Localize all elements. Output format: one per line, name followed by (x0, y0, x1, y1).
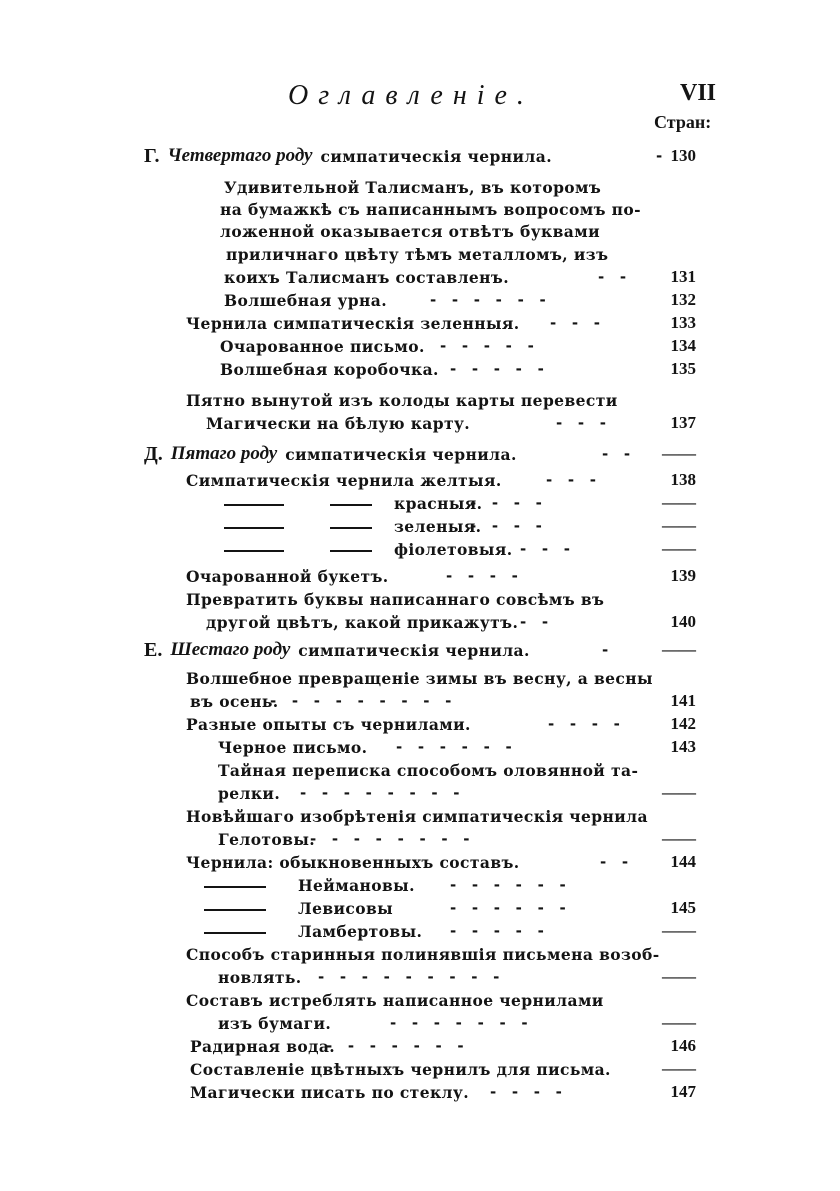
ditto-dash (224, 504, 284, 506)
page-ref: 142 (670, 714, 696, 733)
entry-title: Неймановы. (298, 875, 415, 895)
page-ref: —— (662, 539, 696, 558)
page-ref: 130 (670, 146, 696, 165)
entry-title: Пятно вынутой изъ колоды карты перевести (186, 390, 618, 410)
entry-title: въ осень. (190, 691, 279, 711)
dot-leader: - - - - - (450, 922, 544, 940)
dot-leader: - - - - - - (430, 291, 546, 309)
entry-title: Тайная переписка способомъ оловянной та- (218, 760, 639, 780)
dot-leader: - - - - - - - - - (270, 692, 452, 710)
page-ref: 146 (670, 1036, 696, 1055)
section-heading: Четвертаго роду (167, 145, 313, 166)
page-ref: —— (662, 1013, 696, 1032)
entry-title: красныя. (394, 493, 483, 513)
page-ref: 132 (670, 290, 696, 309)
section-marker: Д. (144, 442, 163, 465)
page-ref: —— (662, 921, 696, 940)
ditto-dash (224, 527, 284, 529)
entry-title: Магически на бѣлую карту. (206, 413, 471, 433)
dot-leader: - - - - - (450, 360, 544, 378)
entry-title: Волшебная урна. (224, 290, 388, 310)
dot-leader: - - - - - - - - - (318, 968, 500, 986)
entry-title: симпатическія чернила. (298, 640, 530, 660)
entry-title: Составленіе цвѣтныхъ чернилъ для письма. (190, 1059, 611, 1079)
page-column-label: Стран: (654, 112, 712, 132)
entry-title: новлять. (218, 967, 302, 987)
entry-title: Радирная вода. (190, 1036, 336, 1056)
dot-leader: - - - - (548, 715, 620, 733)
page-ref: —— (662, 1059, 696, 1078)
page-ref: 144 (670, 852, 696, 871)
ditto-dash (204, 886, 266, 888)
dot-leader: - - - - - - (396, 738, 512, 756)
page-ref: 143 (670, 737, 696, 756)
dot-leader: - - (602, 445, 631, 463)
dot-leader: - - - - - (440, 337, 534, 355)
ditto-dash (204, 909, 266, 911)
page-ref: 131 (670, 267, 696, 286)
dot-leader: - - - - - - (450, 899, 566, 917)
entry-title: Удивительной Талисманъ, въ которомъ (224, 177, 602, 197)
entry-title: приличнаго цвѣту тѣмъ металломъ, изъ (226, 244, 609, 264)
page-ref: 138 (670, 470, 696, 489)
dot-leader: - - - (546, 471, 597, 489)
entry-title: Волшебная коробочка. (220, 359, 439, 379)
page-title: Оглавленіе. (288, 80, 534, 111)
dot-leader: - - (600, 853, 629, 871)
entry-title: фіолетовыя. (394, 539, 513, 559)
dot-leader: - - - - - - - - (300, 784, 460, 802)
ditto-dash (224, 550, 284, 552)
section-marker: Е. (144, 638, 163, 661)
dot-leader: - - (598, 268, 627, 286)
dot-leader: - - (520, 613, 549, 631)
dot-leader: - (602, 641, 609, 659)
page-ref: 135 (670, 359, 696, 378)
ditto-dash (330, 550, 372, 552)
dot-leader: - - - (556, 414, 607, 432)
dot-leader: - - - (550, 314, 601, 332)
page-ref: —— (662, 783, 696, 802)
dot-leader: - (656, 147, 663, 165)
dot-leader: - - - - - - - (326, 1037, 464, 1055)
entry-title: Ламбертовы. (298, 921, 423, 941)
ditto-dash (330, 527, 372, 529)
page-ref: 134 (670, 336, 696, 355)
entry-title: Левисовы (298, 898, 394, 918)
page-ref: 140 (670, 612, 696, 631)
entry-title: Очарованное письмо. (220, 336, 425, 356)
entry-title: другой цвѣтъ, какой прикажутъ. (206, 612, 519, 632)
page-ref: 147 (670, 1082, 696, 1101)
entry-title: Чернила: обыкновенныхъ составъ. (186, 852, 520, 872)
entry-title: изъ бумаги. (218, 1013, 332, 1033)
section-heading: Пятаго роду (170, 443, 278, 464)
entry-title: Превратить буквы написаннаго совсѣмъ въ (186, 589, 605, 609)
dot-leader: - - - - - - (450, 876, 566, 894)
entry-title: на бумажкѣ съ написаннымъ вопросомъ по- (220, 199, 641, 219)
dot-leader: - - - - (470, 517, 542, 535)
ditto-dash (330, 504, 372, 506)
entry-title: симпатическія чернила. (285, 444, 517, 464)
page-ref: 139 (670, 566, 696, 585)
entry-title: Гелотовы. (218, 829, 316, 849)
page-ref: 137 (670, 413, 696, 432)
page-ref: —— (662, 516, 696, 535)
entry-title: Новѣйшаго изобрѣтенія симпатическія чернила (186, 806, 648, 826)
dot-leader: - - - - (446, 567, 518, 585)
entry-title: Очарованной букетъ. (186, 566, 389, 586)
entry-title: Составъ истреблять написанное чернилами (186, 990, 604, 1010)
entry-title: коихъ Талисманъ составленъ. (224, 267, 509, 287)
page-number: VII (680, 80, 717, 106)
dot-leader: - - - - (490, 1083, 562, 1101)
entry-title: Волшебное превращеніе зимы въ весну, а весны (186, 668, 653, 688)
section-heading: Шестаго роду (170, 639, 291, 660)
page-ref: 133 (670, 313, 696, 332)
dot-leader: - - - - - - - (390, 1014, 528, 1032)
entry-title: ложенной оказывается отвѣтъ буквами (220, 221, 600, 241)
entry-title: Разные опыты съ чернилами. (186, 714, 471, 734)
page-ref: —— (662, 444, 696, 463)
section-marker: Г. (144, 144, 160, 167)
dot-leader: - - - - (470, 494, 542, 512)
entry-title: Способъ старинныя полинявшія письмена возоб- (186, 944, 660, 964)
entry-title: Симпатическія чернила желтыя. (186, 470, 502, 490)
entry-title: Магически писать по стеклу. (190, 1082, 469, 1102)
entry-title: Черное письмо. (218, 737, 368, 757)
entry-title: релки. (218, 783, 281, 803)
page-ref: —— (662, 829, 696, 848)
page-ref: —— (662, 493, 696, 512)
ditto-dash (204, 932, 266, 934)
page-ref: —— (662, 967, 696, 986)
page-ref: 141 (670, 691, 696, 710)
page-ref: 145 (670, 898, 696, 917)
entry-title: Чернила симпатическія зеленныя. (186, 313, 520, 333)
entry-title: симпатическія чернила. (320, 146, 552, 166)
dot-leader: - - - - - - - - (310, 830, 470, 848)
entry-title: зеленыя. (394, 516, 482, 536)
page-ref: —— (662, 640, 696, 659)
dot-leader: - - - (520, 540, 571, 558)
